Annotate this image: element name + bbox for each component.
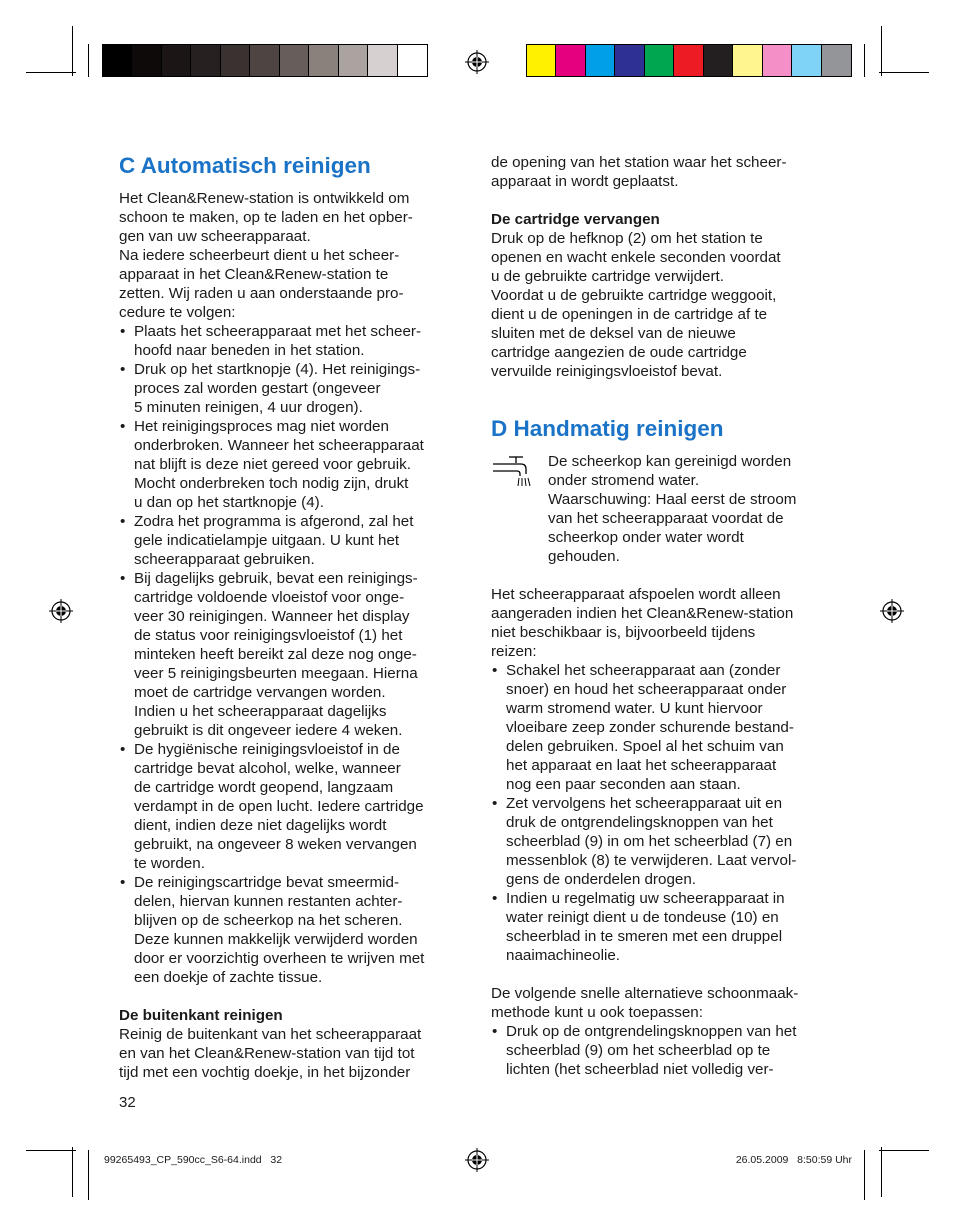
color-swatch bbox=[704, 45, 733, 76]
bullet-list bbox=[119, 322, 464, 987]
color-swatch bbox=[792, 45, 821, 76]
list-item: • Druk op de ontgrendelingsknoppen van het scheerblad (9) om het scheerblad op te lichten (het scheerblad niet volledig ver- bbox=[491, 1022, 841, 1079]
list-item: • Schakel het scheerapparaat aan (zonder snoer) en houd het scheerapparaat onder warm stromend water. U kunt hiervoor vloeibare zeep zonder schurende bestand- delen gebruiken. Spoel al het schuim van het apparaat en laat het scheerapparaat nog een paar seconden aan staan. bbox=[491, 661, 841, 794]
outside-paragraph: Reinig de buitenkant van het scheerapparaat en van het Clean&Renew-station van tijd tot tijd met een vochtig doekje, in het bijzonder bbox=[119, 1026, 422, 1081]
gray-swatch bbox=[368, 45, 397, 76]
crop-mark bbox=[864, 1150, 865, 1200]
crop-mark bbox=[26, 72, 76, 73]
bullet-list bbox=[491, 661, 841, 965]
intro-line: Na iedere scheerbeurt dient u het scheer- bbox=[119, 247, 400, 264]
gray-swatch bbox=[309, 45, 338, 76]
crop-mark bbox=[72, 1147, 73, 1197]
list-item: • Bij dagelijks gebruik, bevat een reinigings- cartridge voldoende vloeistof voor onge- veer 30 reinigingen. Wanneer het display de status voor reinigingsvloeistof (1) het minteken heeft bereikt zal deze nog onge- veer 5 reinigingsbeurten meegaan. Hierna moet de cartridge vervangen worden. Indien u het scheerapparaat dagelijks gebruikt is dit ongeveer iedere 4 weken. bbox=[119, 569, 464, 740]
gray-swatch bbox=[250, 45, 279, 76]
gray-swatch bbox=[162, 45, 191, 76]
color-swatch bbox=[527, 45, 556, 76]
registration-mark-icon bbox=[880, 599, 904, 623]
cartridge-paragraph: Druk op de hefknop (2) om het station te openen en wacht enkele seconden voordat u de gebruikte cartridge verwijdert. Voordat u de gebruikte cartridge weggooit, dient u de openingen in de cartridge af te sluiten met de deksel van de nieuwe cartridge aangezien de oude cartridge vervuilde reinigingsvloeistof bevat. bbox=[491, 230, 781, 380]
crop-mark bbox=[26, 1150, 76, 1151]
alternative-intro-paragraph: De volgende snelle alternatieve schoonmaak- methode kunt u ook toepassen: bbox=[491, 985, 799, 1021]
crop-mark bbox=[864, 44, 865, 77]
rinse-intro-paragraph: Het scheerapparaat afspoelen wordt alleen aangeraden indien het Clean&Renew-station niet beschikbaar is, bijvoorbeeld tijdens reizen: bbox=[491, 586, 794, 660]
continuation-paragraph: de opening van het station waar het scheer- apparaat in wordt geplaatst. bbox=[491, 154, 787, 190]
section-heading-automatic-cleaning: C Automatisch reinigen bbox=[119, 153, 371, 178]
gray-swatch bbox=[103, 45, 132, 76]
intro-line: zetten. Wij raden u aan onderstaande pro- bbox=[119, 285, 404, 302]
intro-line: Het Clean&Renew-station is ontwikkeld om bbox=[119, 190, 410, 207]
gray-swatch bbox=[132, 45, 161, 76]
gray-swatch bbox=[280, 45, 309, 76]
color-swatch bbox=[763, 45, 792, 76]
gray-swatch bbox=[221, 45, 250, 76]
intro-line: cedure te volgen: bbox=[119, 304, 236, 321]
intro-paragraph bbox=[119, 189, 464, 322]
color-swatch bbox=[674, 45, 703, 76]
page-number: 32 bbox=[119, 1094, 136, 1111]
registration-mark-icon bbox=[465, 50, 489, 74]
crop-mark bbox=[881, 1147, 882, 1197]
registration-mark-icon bbox=[49, 599, 73, 623]
section-heading-manual-cleaning: D Handmatig reinigen bbox=[491, 416, 724, 441]
crop-mark bbox=[879, 1150, 929, 1151]
subheading-outside-cleaning: De buitenkant reinigen bbox=[119, 1007, 283, 1024]
water-tap-icon bbox=[491, 454, 539, 494]
intro-line: gen van uw scheerapparaat. bbox=[119, 228, 311, 245]
footer-timestamp: 26.05.2009 8:50:59 Uhr bbox=[735, 1154, 852, 1166]
right-column bbox=[491, 153, 841, 1079]
footer-file-info: 99265493_CP_590cc_S6-64.indd 32 bbox=[104, 1154, 283, 1166]
list-item: • Zodra het programma is afgerond, zal het gele indicatielampje uitgaan. U kunt het scheerapparaat gebruiken. bbox=[119, 512, 464, 569]
list-item: • De hygiënische reinigingsvloeistof in de cartridge bevat alcohol, welke, wanneer de cartridge wordt geopend, langzaam verdampt in de open lucht. Iedere cartridge dient, indien deze niet dagelijks wordt gebruikt, na ongeveer 8 weken vervangen te worden. bbox=[119, 740, 464, 873]
crop-mark bbox=[72, 26, 73, 76]
gray-swatch bbox=[339, 45, 368, 76]
intro-line: apparaat in het Clean&Renew-station te bbox=[119, 266, 389, 283]
crop-mark bbox=[881, 26, 882, 76]
list-item: • Plaats het scheerapparaat met het scheer- hoofd naar beneden in het station. bbox=[119, 322, 464, 360]
color-swatch bbox=[586, 45, 615, 76]
list-item: • Indien u regelmatig uw scheerapparaat in water reinigt dient u de tondeuse (10) en scheerblad in te smeren met een druppel naaimachineolie. bbox=[491, 889, 841, 965]
subheading-cartridge: De cartridge vervangen bbox=[491, 211, 660, 228]
intro-line: schoon te maken, op te laden en het opber- bbox=[119, 209, 413, 226]
list-item: • Het reinigingsproces mag niet worden onderbroken. Wanneer het scheerapparaat nat blijft is deze niet gereed voor gebruik. Mocht onderbreken toch nodig zijn, drukt u dan op het startknopje (4). bbox=[119, 417, 464, 512]
color-bar-process bbox=[526, 44, 852, 77]
crop-mark bbox=[88, 44, 89, 77]
color-swatch bbox=[733, 45, 762, 76]
gray-swatch bbox=[191, 45, 220, 76]
color-bar-grayscale bbox=[102, 44, 428, 77]
color-swatch bbox=[556, 45, 585, 76]
color-swatch bbox=[822, 45, 851, 76]
tap-note-block: De scheerkop kan gereinigd worden onder stromend water. Waarschuwing: Haal eerst de stroom van het scheerapparaat voordat de scheerkop onder water wordt gehouden. bbox=[491, 452, 841, 566]
list-item: • De reinigingscartridge bevat smeermid- delen, hiervan kunnen restanten achter- blijven op de scheerkop na het scheren. Deze kunnen makkelijk verwijderd worden door er voorzichtig overheen te wrijven met een doekje of zachte tissue. bbox=[119, 873, 464, 987]
registration-mark-icon bbox=[465, 1148, 489, 1172]
list-item: • Druk op het startknopje (4). Het reinigings- proces zal worden gestart (ongeveer 5 minuten reinigen, 4 uur drogen). bbox=[119, 360, 464, 417]
left-column bbox=[119, 153, 464, 1082]
crop-mark bbox=[879, 72, 929, 73]
list-item: • Zet vervolgens het scheerapparaat uit en druk de ontgrendelingsknoppen van het scheerblad (9) in om het scheerblad (7) en messenblok (8) te verwijderen. Laat vervol- gens de onderdelen drogen. bbox=[491, 794, 841, 889]
color-swatch bbox=[615, 45, 644, 76]
bullet-list bbox=[491, 1022, 841, 1079]
crop-mark bbox=[88, 1150, 89, 1200]
color-swatch bbox=[645, 45, 674, 76]
gray-swatch bbox=[398, 45, 427, 76]
